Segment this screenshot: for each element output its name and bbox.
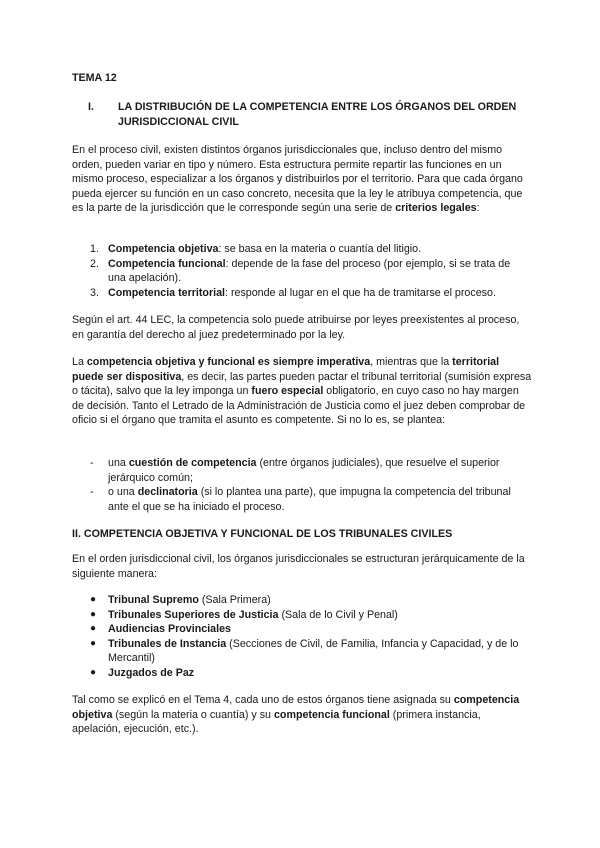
bullet-icon: ●: [90, 608, 97, 620]
text-run: , mientras que la: [370, 356, 453, 368]
bullet-icon: ●: [90, 666, 97, 678]
list-item: [90, 456, 530, 485]
bold-run: competencia funcional: [273, 708, 390, 721]
courts-list: [90, 593, 532, 681]
bold-run: cuestión de competencia: [128, 457, 257, 469]
court-name: Tribunal Supremo: [108, 594, 199, 606]
list-item: [90, 608, 532, 623]
list-item: [90, 666, 532, 681]
text-run: (si lo plantea una parte), que impugna la competencia del tribunal ante el que se ha iniciado el proceso.: [108, 486, 511, 513]
list-number: 3.: [90, 286, 99, 299]
remedies-list: [90, 456, 530, 514]
list-item: [90, 637, 532, 666]
court-detail: (Secciones de Civil, de Familia, Infancia y Capacidad, y de lo Mercantil): [108, 637, 519, 665]
criterion-description: : se basa en la materia o cuantía del litigio.: [218, 243, 422, 255]
court-name: Juzgados de Paz: [108, 666, 195, 679]
intro-bold-term: criterios legales: [395, 202, 477, 215]
bold-run: territorial puede ser dispositiva: [72, 356, 500, 383]
closing-paragraph: [72, 693, 532, 737]
structure-paragraph: En el orden jurisdiccional civil, los órganos jurisdiccionales se estructuran jerárquicamente de la siguiente manera:: [72, 553, 525, 580]
list-item: [90, 622, 532, 637]
bold-run: competencia objetiva y funcional es siempre imperativa: [86, 356, 371, 368]
list-item: [90, 485, 530, 514]
dash-bullet: -: [90, 486, 94, 499]
text-run: o una: [108, 486, 138, 499]
text-run: Tal como se explicó en el Tema 4, cada uno de estos órganos tiene asignada su: [72, 694, 454, 706]
section-1-title: LA DISTRIBUCIÓN DE LA COMPETENCIA ENTRE LOS ÓRGANOS DEL ORDEN JURISDICCIONAL CIVIL: [118, 101, 517, 128]
article-44-paragraph: Según el art. 44 LEC, la competencia solo puede atribuirse por leyes preexistentes al proceso, en garantía del derecho al juez predeterminado por la ley.: [72, 314, 520, 341]
list-number: 2.: [90, 257, 99, 270]
list-number: 1.: [90, 243, 99, 255]
criterion-description: : responde al lugar en el que ha de tramitarse el proceso.: [225, 286, 496, 299]
court-name: Audiencias Provinciales: [108, 623, 231, 636]
court-detail: (Sala de lo Civil y Penal): [278, 608, 398, 621]
intro-text: En el proceso civil, existen distintos órganos jurisdiccionales que, incluso dentro del mismo orden, pueden variar en tipo y número. Esta estructura permite repartir las funciones en un mismo proceso, especializar a los órganos y distribuirlos por el territorio. Para que cada órgano pueda ejercer su función en un caso concreto, necesita que la ley le atribuya competencia, que es la parte de la jurisdicción que le corresponde según una serie de: [72, 144, 523, 215]
criteria-list: [90, 242, 530, 300]
bold-run: declinatoria: [137, 486, 198, 499]
page-title: TEMA 12: [72, 72, 117, 84]
text-run: La: [72, 356, 87, 368]
court-detail: (Sala Primera): [198, 594, 271, 606]
list-item: [90, 257, 530, 286]
section-1-number: I.: [88, 101, 94, 113]
text-run: (según la materia o cuantía) y su: [112, 708, 274, 721]
text-run: una: [108, 457, 129, 469]
text-run: obligatorio, en cuyo caso no hay margen de decisión. Tanto el Letrado de la Administración de Justicia como el juez deben comprobar de oficio si el órgano que tramita el asunto es competente. Si no lo es, se plantea:: [72, 385, 526, 427]
list-item: [90, 286, 530, 301]
court-name: Tribunales de Instancia: [108, 637, 227, 650]
intro-end: :: [476, 202, 480, 215]
intro-paragraph: [72, 143, 532, 216]
text-run: , es decir, las partes pueden pactar el tribunal territorial (sumisión expresa o tácita), salvo que la ley imponga un: [72, 370, 532, 398]
criterion-term: Competencia objetiva: [108, 243, 219, 255]
imperative-paragraph: [72, 355, 532, 428]
court-name: Tribunales Superiores de Justicia: [108, 608, 279, 621]
list-item: [90, 593, 532, 608]
list-item: [90, 242, 530, 257]
text-run: (primera instancia, apelación, ejecución, etc.).: [72, 708, 481, 736]
section-2-heading: II. COMPETENCIA OBJETIVA Y FUNCIONAL DE LOS TRIBUNALES CIVILES: [72, 528, 453, 540]
bullet-icon: ●: [90, 623, 97, 635]
bold-run: competencia objetiva: [72, 694, 520, 721]
bullet-icon: ●: [90, 637, 97, 649]
bold-run: fuero especial: [251, 385, 324, 398]
criterion-description: : depende de la fase del proceso (por ejemplo, si se trata de una apelación).: [108, 257, 511, 285]
criterion-term: Competencia funcional: [108, 257, 226, 270]
dash-bullet: -: [90, 457, 94, 469]
bullet-icon: ●: [90, 594, 97, 605]
criterion-term: Competencia territorial: [108, 286, 225, 299]
text-run: (entre órganos judiciales), que resuelve el superior jerárquico común;: [108, 457, 500, 484]
